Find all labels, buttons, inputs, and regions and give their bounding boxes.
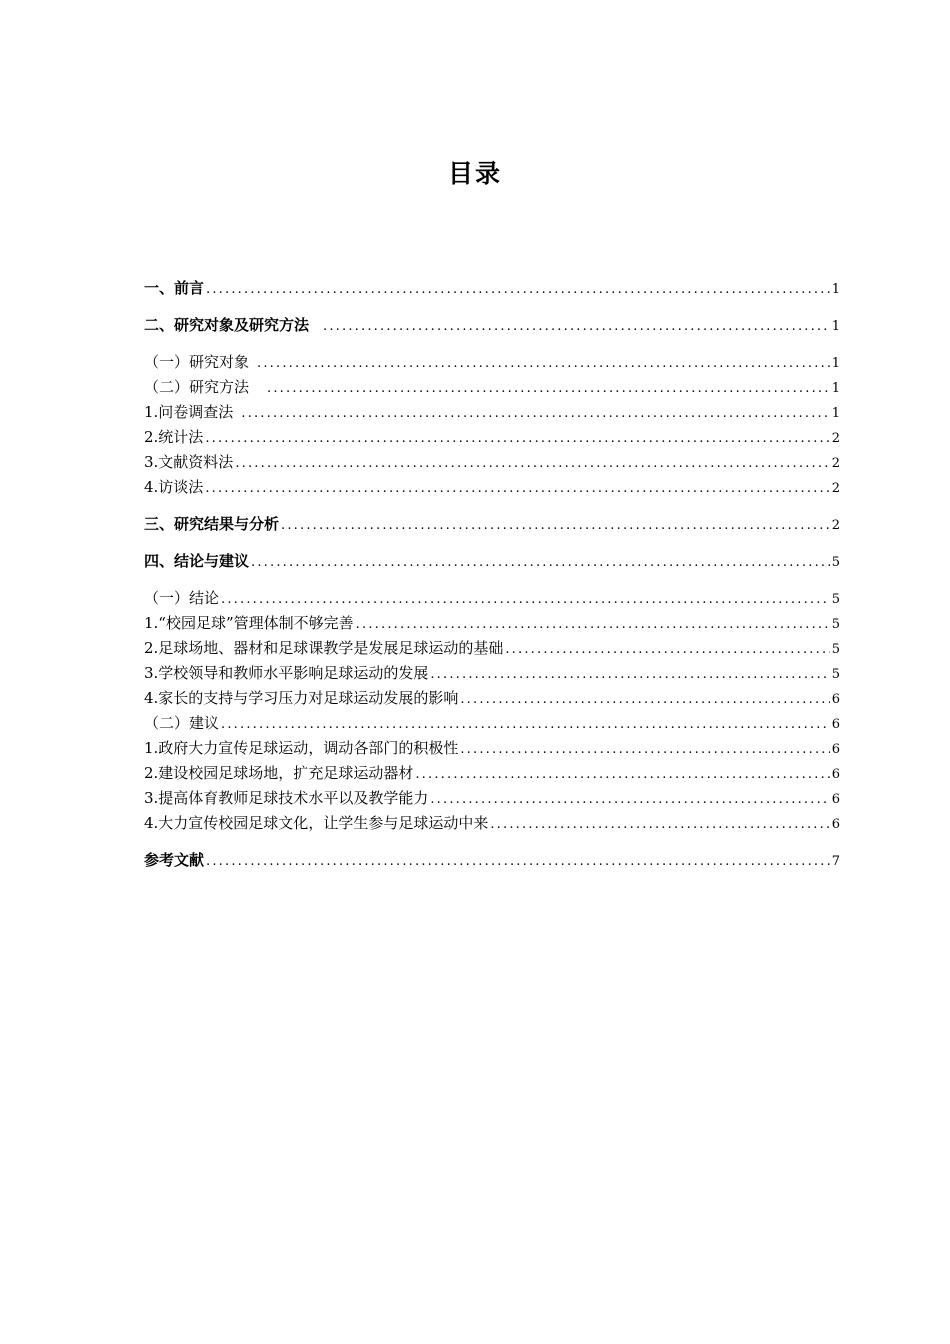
toc-entry-label: 参考文献	[144, 851, 205, 869]
toc-entry-page: 6	[831, 817, 840, 832]
dot-leader	[251, 552, 830, 574]
toc-entry-label: 2.足球场地、器材和足球课教学是发展足球运动的基础	[144, 639, 504, 657]
toc-entry-label: 一、前言	[144, 279, 205, 297]
toc-entry-page: 5	[831, 592, 840, 607]
toc-entry-label: 1.政府大力宣传足球运动，调动各部门的积极性	[144, 739, 459, 757]
toc-entry-label: 3.文献资料法	[144, 453, 234, 471]
toc-entry-label: 四、结论与建议	[144, 552, 250, 570]
dot-leader	[415, 764, 829, 786]
toc-entry-label: （二）建议	[144, 714, 220, 732]
dot-leader	[206, 851, 830, 873]
toc-entry-subjects[interactable]	[144, 351, 840, 373]
toc-entry-interview[interactable]	[144, 476, 840, 498]
toc-entry-page: 1	[831, 356, 840, 371]
toc-entry-page: 5	[831, 667, 840, 682]
toc-entry-label: （一）研究对象	[144, 353, 250, 371]
dot-leader	[323, 316, 830, 338]
toc-entry-suggestion-4[interactable]	[144, 812, 840, 834]
toc-entry-page: 6	[831, 717, 840, 732]
dot-leader	[241, 403, 829, 425]
toc-entry-page: 1	[831, 406, 840, 421]
toc-entry-conclusions-suggestions[interactable]	[144, 550, 840, 572]
toc-entry-page: 5	[831, 555, 840, 570]
dot-leader	[490, 814, 829, 836]
toc-entry-label: 3.提高体育教师足球技术水平以及教学能力	[144, 789, 429, 807]
toc-entry-page: 5	[831, 642, 840, 657]
toc-entry-page: 1	[831, 381, 840, 396]
toc-entry-conclusion-2[interactable]	[144, 637, 840, 659]
toc-entry-page: 6	[831, 742, 840, 757]
toc-entry-page: 5	[831, 617, 840, 632]
dot-leader	[460, 739, 829, 761]
toc-entry-conclusion-1[interactable]	[144, 612, 840, 634]
toc-entry-label: 4.访谈法	[144, 478, 204, 496]
dot-leader	[205, 478, 829, 500]
toc-entry-label: 二、研究对象及研究方法	[144, 316, 310, 334]
toc-entry-page: 2	[831, 431, 840, 446]
dot-leader	[235, 453, 829, 475]
dot-leader	[221, 589, 830, 611]
dot-leader	[430, 664, 829, 686]
toc-entry-suggestions[interactable]	[144, 712, 840, 734]
toc-entry-methods[interactable]	[144, 376, 840, 398]
toc-entry-label: 2.建设校园足球场地，扩充足球运动器材	[144, 764, 414, 782]
dot-leader	[460, 689, 829, 711]
toc-entry-results[interactable]	[144, 513, 840, 535]
toc-entry-page: 6	[831, 767, 840, 782]
toc-entry-label: 三、研究结果与分析	[144, 515, 280, 533]
dot-leader	[221, 714, 830, 736]
toc-entry-page: 2	[831, 456, 840, 471]
dot-leader	[505, 639, 829, 661]
toc-entry-references[interactable]	[144, 849, 840, 871]
toc-entry-subjects-methods[interactable]	[144, 314, 840, 336]
toc-entry-label: 4.大力宣传校园足球文化，让学生参与足球运动中来	[144, 814, 489, 832]
toc-entry-label: 1.“校园足球”管理体制不够完善	[144, 614, 354, 632]
toc-entry-conclusions[interactable]	[144, 587, 840, 609]
toc-entry-label: 4.家长的支持与学习压力对足球运动发展的影响	[144, 689, 459, 707]
dot-leader	[356, 614, 830, 636]
toc-entry-label: 3.学校领导和教师水平影响足球运动的发展	[144, 664, 429, 682]
toc-entry-preface[interactable]	[144, 277, 840, 299]
toc-entry-page: 1	[831, 282, 840, 297]
dot-leader	[267, 378, 830, 400]
dot-leader	[205, 428, 829, 450]
toc-entry-label: 1.问卷调查法	[144, 403, 234, 421]
toc-entry-literature[interactable]	[144, 451, 840, 473]
toc-entry-label: 2.统计法	[144, 428, 204, 446]
toc-entry-label: （一）结论	[144, 589, 220, 607]
dot-leader	[281, 515, 830, 537]
dot-leader	[257, 353, 830, 375]
toc-entry-questionnaire[interactable]	[144, 401, 840, 423]
dot-leader	[206, 279, 830, 301]
toc-entry-conclusion-4[interactable]	[144, 687, 840, 709]
toc-entry-page: 2	[831, 518, 840, 533]
toc-entry-suggestion-1[interactable]	[144, 737, 840, 759]
toc-entry-page: 6	[831, 792, 840, 807]
toc-entry-page: 1	[831, 319, 840, 334]
dot-leader	[430, 789, 829, 811]
toc-entry-conclusion-3[interactable]	[144, 662, 840, 684]
toc-entry-statistics[interactable]	[144, 426, 840, 448]
toc-entry-suggestion-2[interactable]	[144, 762, 840, 784]
toc-entry-page: 7	[831, 854, 840, 869]
toc-entry-suggestion-3[interactable]	[144, 787, 840, 809]
toc-entry-page: 2	[831, 481, 840, 496]
toc-title: 目录	[447, 159, 502, 188]
toc-entry-label: （二）研究方法	[144, 378, 250, 396]
toc-entry-page: 6	[831, 692, 840, 707]
